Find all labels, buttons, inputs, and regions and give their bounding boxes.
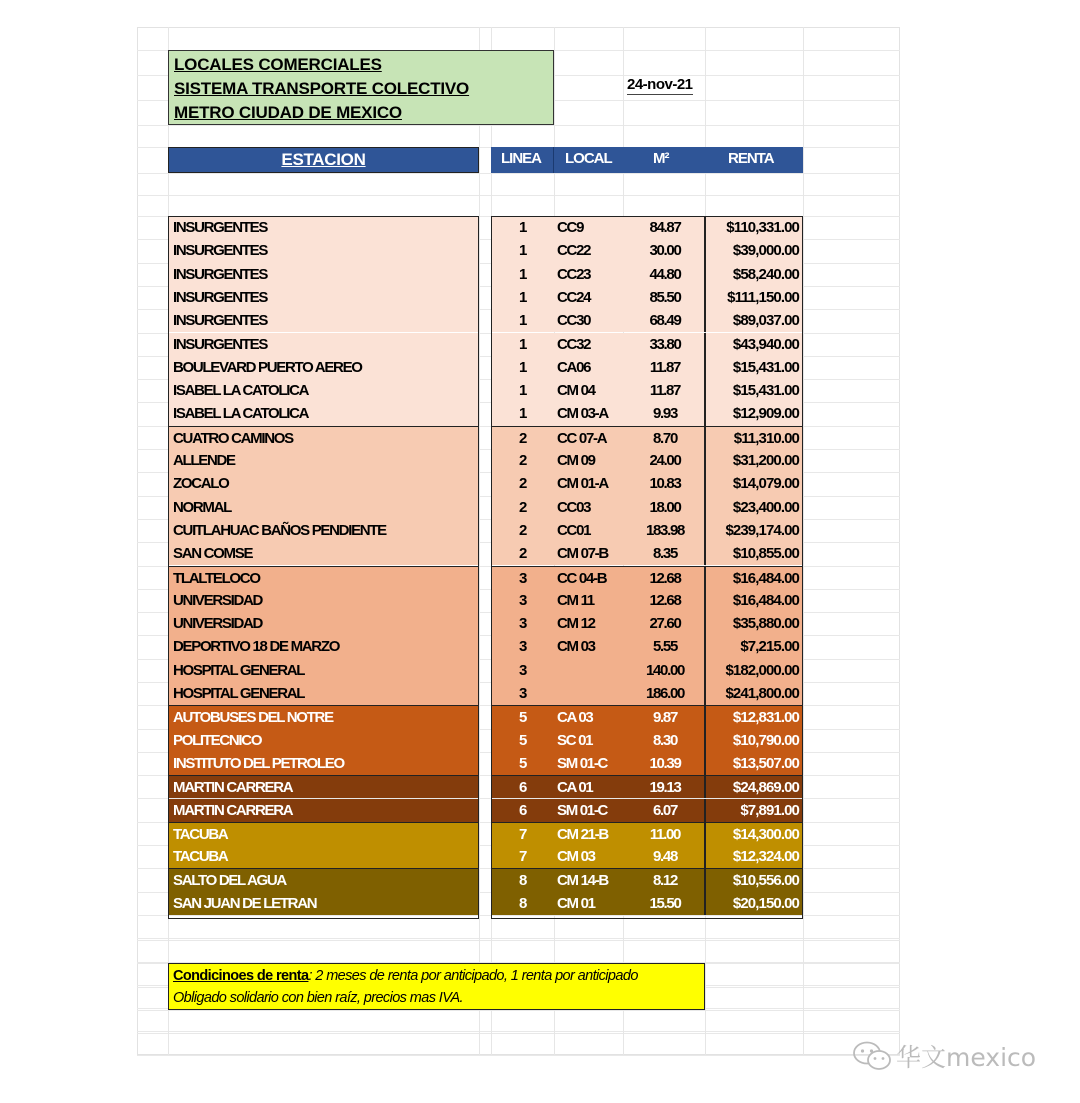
- linea-cell: 1: [518, 265, 527, 283]
- local-cell: CM 04: [557, 382, 595, 400]
- local-cell: CC9: [557, 219, 584, 236]
- gridline-h: [137, 195, 900, 196]
- linea-cell: 1: [518, 335, 527, 353]
- m2-cell: 12.68: [649, 569, 681, 587]
- local-cell: SM 01-C: [557, 754, 608, 772]
- station-name: TACUBA: [173, 848, 228, 866]
- local-cell: CC01: [557, 521, 591, 539]
- renta-cell: $14,300.00: [732, 825, 799, 843]
- station-name: INSURGENTES: [173, 219, 268, 236]
- station-name: ISABEL LA CATOLICA: [173, 382, 309, 400]
- linea-cell: 1: [518, 405, 527, 423]
- station-name: MARTIN CARRERA: [173, 801, 293, 819]
- renta-cell: $12,831.00: [732, 709, 799, 727]
- station-name: POLITECNICO: [173, 731, 262, 749]
- conditions-text-1: : 2 meses de renta por anticipado, 1 renta por anticipado: [308, 968, 638, 984]
- renta-cell: $7,891.00: [740, 801, 799, 819]
- linea-cell: 1: [518, 358, 527, 376]
- local-cell: CM 07-B: [557, 545, 608, 563]
- local-cell: CA 01: [557, 779, 593, 797]
- renta-cell: $24,869.00: [732, 779, 799, 797]
- renta-cell: $23,400.00: [732, 498, 799, 516]
- renta-cell: $10,556.00: [732, 872, 799, 890]
- linea-cell: 3: [518, 661, 527, 679]
- station-name: NORMAL: [173, 498, 232, 516]
- renta-cell: $89,037.00: [732, 312, 799, 330]
- m2-cell: 10.39: [649, 754, 681, 772]
- local-cell: SC 01: [557, 731, 593, 749]
- wechat-icon: [852, 1040, 892, 1072]
- header-divider: [553, 147, 554, 173]
- local-cell: CC24: [557, 288, 591, 306]
- local-cell: CC23: [557, 265, 591, 283]
- gridline-h: [137, 173, 900, 174]
- m2-cell: 5.55: [653, 638, 677, 656]
- local-cell: CC03: [557, 498, 591, 516]
- renta-cell: $43,940.00: [732, 335, 799, 353]
- linea-cell: 2: [518, 475, 527, 493]
- m2-cell: 11.87: [649, 358, 681, 376]
- renta-cell: $10,855.00: [732, 545, 799, 563]
- linea-cell: 6: [518, 779, 527, 797]
- conditions-line-2: Obligado solidario con bien raíz, precios mas IVA.: [173, 990, 463, 1006]
- renta-cell: $111,150.00: [727, 288, 799, 306]
- station-name: AUTOBUSES DEL NOTRE: [173, 709, 333, 727]
- renta-cell: $15,431.00: [732, 358, 799, 376]
- local-cell: CM 01-A: [557, 475, 608, 493]
- station-name: SAN JUAN DE LETRAN: [173, 894, 317, 912]
- linea-cell: 3: [518, 638, 527, 656]
- local-cell: CM 12: [557, 615, 595, 633]
- gridline-h: [137, 940, 900, 941]
- local-cell: CM 09: [557, 452, 595, 469]
- linea-cell: 2: [518, 521, 527, 539]
- m2-cell: 8.12: [653, 872, 677, 890]
- linea-cell: 1: [518, 288, 527, 306]
- renta-cell: $14,079.00: [732, 475, 799, 493]
- watermark-text: 华文mexico: [896, 1043, 1037, 1072]
- m2-cell: 12.68: [649, 591, 681, 609]
- renta-cell: $16,484.00: [732, 569, 799, 587]
- station-name: ALLENDE: [173, 452, 235, 469]
- renta-cell: $15,431.00: [732, 382, 799, 400]
- m2-cell: 183.98: [645, 521, 685, 539]
- renta-cell: $7,215.00: [740, 638, 799, 656]
- station-name: BOULEVARD PUERTO AEREO: [173, 358, 362, 376]
- linea-cell: 5: [518, 709, 527, 727]
- m2-cell: 8.35: [653, 545, 677, 563]
- title-line-2: SISTEMA TRANSPORTE COLECTIVO: [174, 79, 470, 98]
- renta-cell: $35,880.00: [732, 615, 799, 633]
- linea-cell: 2: [518, 452, 527, 469]
- title-line-1: LOCALES COMERCIALES: [174, 55, 382, 74]
- renta-cell: $58,240.00: [732, 265, 799, 283]
- station-name: INSURGENTES: [173, 288, 268, 306]
- m2-cell: 24.00: [649, 452, 681, 469]
- station-name: ZOCALO: [173, 475, 229, 493]
- renta-cell: $12,324.00: [732, 848, 799, 866]
- renta-cell: $10,790.00: [732, 731, 799, 749]
- m2-cell: 85.50: [649, 288, 681, 306]
- linea-cell: 1: [518, 382, 527, 400]
- m2-cell: 140.00: [645, 661, 685, 679]
- station-name: TACUBA: [173, 825, 228, 843]
- linea-cell: 5: [518, 754, 527, 772]
- renta-cell: $20,150.00: [732, 894, 799, 912]
- title-line-3: METRO CIUDAD DE MEXICO: [174, 103, 402, 122]
- local-cell: CM 21-B: [557, 825, 608, 843]
- linea-cell: 8: [518, 872, 527, 890]
- m2-cell: 19.13: [649, 779, 681, 797]
- conditions-label: Condicinoes de renta: [173, 968, 309, 984]
- local-cell: SM 01-C: [557, 801, 608, 819]
- renta-cell: $31,200.00: [732, 452, 799, 469]
- m2-cell: 9.87: [653, 709, 677, 727]
- station-name: INSURGENTES: [173, 242, 268, 260]
- renta-cell: $182,000.00: [725, 661, 799, 679]
- local-cell: CA06: [557, 358, 591, 376]
- station-name: UNIVERSIDAD: [173, 591, 263, 609]
- local-cell: CC 04-B: [557, 569, 607, 587]
- m2-cell: 8.70: [653, 429, 677, 447]
- station-name: INSURGENTES: [173, 265, 268, 283]
- report-date: 24-nov-21: [627, 76, 693, 93]
- local-cell: CM 11: [557, 591, 594, 609]
- m2-cell: 9.93: [653, 405, 677, 423]
- station-column-border: [168, 216, 479, 919]
- station-name: MARTIN CARRERA: [173, 779, 293, 797]
- m2-cell: 18.00: [649, 498, 681, 516]
- renta-cell: $16,484.00: [732, 591, 799, 609]
- renta-cell: $12,909.00: [732, 405, 799, 423]
- m2-cell: 68.49: [649, 312, 681, 330]
- linea-header-label: LINEA: [501, 150, 541, 167]
- data-columns-border: [491, 216, 803, 919]
- renta-cell: $39,000.00: [732, 242, 799, 260]
- local-cell: CC 07-A: [557, 429, 607, 447]
- linea-cell: 5: [518, 731, 527, 749]
- m2-cell: 11.00: [649, 825, 681, 843]
- station-name: SAN COMSE: [173, 545, 253, 563]
- linea-cell: 7: [518, 825, 527, 843]
- m2-cell: 11.87: [649, 382, 681, 400]
- conditions-box: [168, 963, 705, 1010]
- linea-cell: 3: [518, 615, 527, 633]
- gridline-h: [137, 1031, 900, 1032]
- linea-cell: 1: [518, 312, 527, 330]
- local-cell: CC32: [557, 335, 591, 353]
- column-header-bar: [491, 147, 803, 173]
- station-name: TLALTELOCO: [173, 569, 260, 587]
- station-name: DEPORTIVO 18 DE MARZO: [173, 638, 340, 656]
- local-header-label: LOCAL: [565, 150, 612, 167]
- gridline-v: [803, 27, 804, 1055]
- gridline-h: [137, 938, 900, 939]
- local-cell: CA 03: [557, 709, 593, 727]
- title-block: [168, 50, 554, 125]
- local-cell: CM 03: [557, 848, 595, 866]
- gridline-h: [137, 125, 900, 126]
- m2-cell: 15.50: [649, 894, 681, 912]
- m2-cell: 44.80: [649, 265, 681, 283]
- renta-cell: $241,800.00: [725, 685, 799, 702]
- watermark: [852, 1038, 1036, 1074]
- renta-cell: $11,310.00: [733, 429, 799, 447]
- m2-cell: 33.80: [649, 335, 681, 353]
- station-name: UNIVERSIDAD: [173, 615, 263, 633]
- linea-cell: 2: [518, 545, 527, 563]
- linea-cell: 7: [518, 848, 527, 866]
- linea-cell: 8: [518, 894, 527, 912]
- station-name: HOSPITAL GENERAL: [173, 685, 305, 702]
- gridline-h: [137, 1033, 900, 1034]
- station-name: SALTO DEL AGUA: [173, 872, 286, 890]
- local-cell: CM 03-A: [557, 405, 608, 423]
- linea-cell: 2: [518, 498, 527, 516]
- linea-cell: 2: [518, 429, 527, 447]
- m2-cell: 6.07: [653, 801, 677, 819]
- local-cell: CC30: [557, 312, 591, 330]
- local-cell: CM 14-B: [557, 872, 608, 890]
- estacion-header-label: ESTACION: [281, 150, 366, 169]
- local-cell: CM 03: [557, 638, 595, 656]
- linea-cell: 6: [518, 801, 527, 819]
- station-name: ISABEL LA CATOLICA: [173, 405, 309, 423]
- linea-cell: 3: [518, 685, 527, 702]
- m2-cell: 186.00: [645, 685, 685, 702]
- gridline-h: [137, 1010, 900, 1011]
- conditions-line-1: [173, 965, 700, 987]
- column-header-estacion: [168, 147, 479, 173]
- station-name: HOSPITAL GENERAL: [173, 661, 305, 679]
- m2-header-label: M²: [653, 150, 669, 167]
- m2-cell: 8.30: [653, 731, 677, 749]
- local-cell: CM 01: [557, 894, 595, 912]
- gridline-v: [479, 27, 480, 1055]
- m2-cell: 27.60: [649, 615, 681, 633]
- linea-cell: 3: [518, 569, 527, 587]
- m2-cell: 84.87: [649, 219, 681, 236]
- renta-cell: $239,174.00: [725, 521, 799, 539]
- renta-cell: $110,331.00: [726, 219, 799, 236]
- m2-cell: 30.00: [649, 242, 681, 260]
- station-name: INSURGENTES: [173, 312, 268, 330]
- renta-cell: $13,507.00: [732, 754, 799, 772]
- renta-header-label: RENTA: [728, 150, 774, 167]
- station-name: CUITLAHUAC BAÑOS PENDIENTE: [173, 521, 386, 539]
- m2-cell: 9.48: [653, 848, 677, 866]
- station-name: INSURGENTES: [173, 335, 268, 353]
- gridline-h: [137, 1055, 900, 1056]
- linea-cell: 3: [518, 591, 527, 609]
- local-cell: CC22: [557, 242, 591, 260]
- linea-cell: 1: [518, 242, 527, 260]
- station-name: INSTITUTO DEL PETROLEO: [173, 754, 344, 772]
- station-name: CUATRO CAMINOS: [173, 429, 293, 447]
- m2-cell: 10.83: [649, 475, 681, 493]
- linea-cell: 1: [518, 219, 527, 236]
